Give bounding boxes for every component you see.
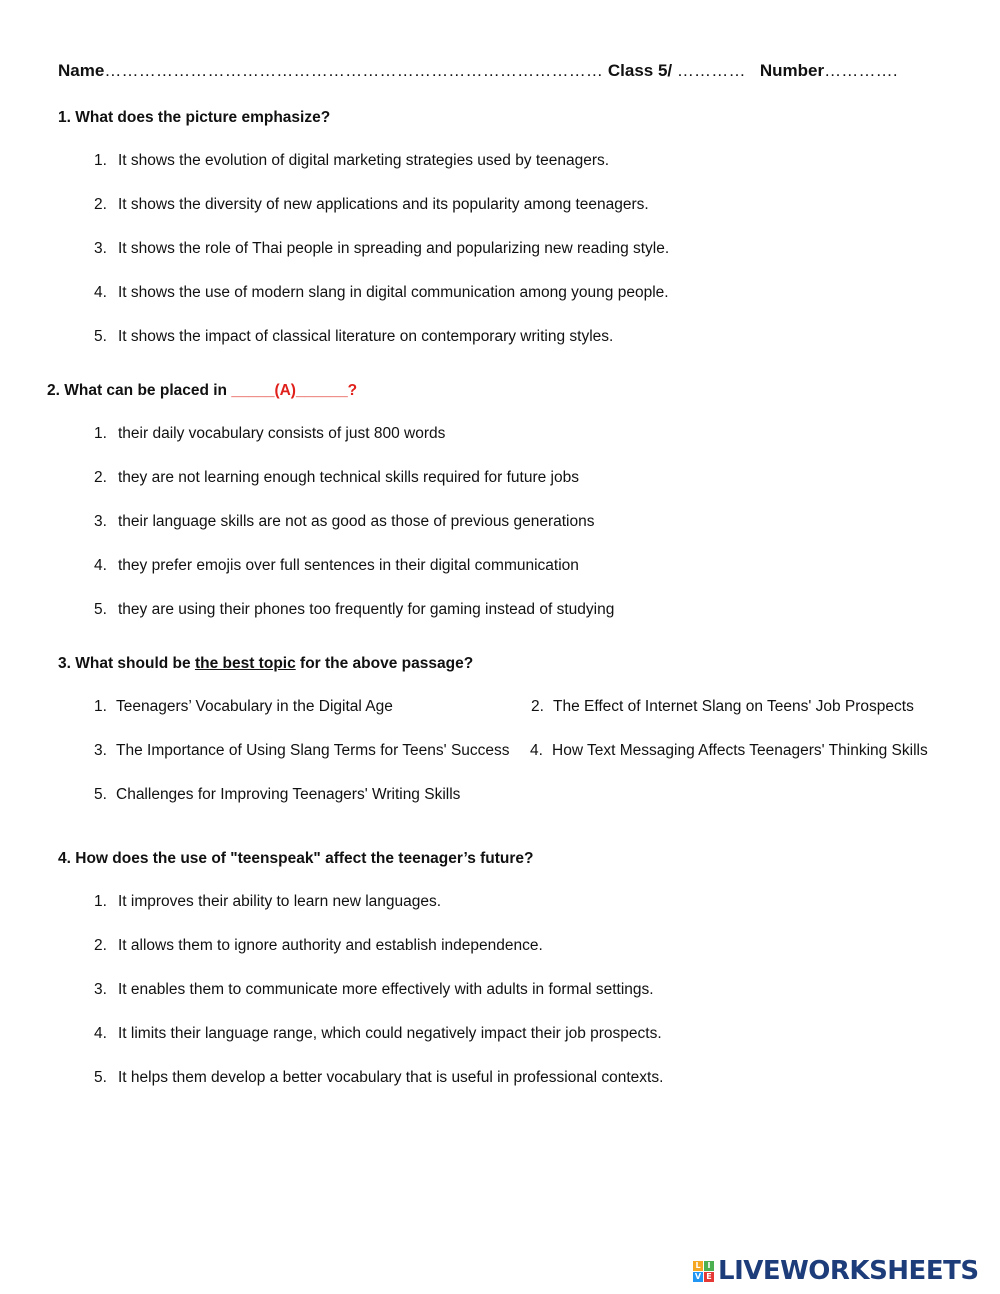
question-1-option-5[interactable]: 5. It shows the impact of classical literature on contemporary writing styles. [94, 328, 614, 345]
question-1-title: 1. What does the picture emphasize? [58, 109, 331, 126]
question-4-option-4[interactable]: 4. It limits their language range, which could negatively impact their job prospects. [94, 1025, 662, 1042]
question-3-option-5[interactable]: 5. Challenges for Improving Teenagers' Writing Skills [94, 786, 461, 803]
student-info-line [58, 61, 898, 81]
question-4-option-1[interactable]: 1. It improves their ability to learn new languages. [94, 893, 442, 910]
question-1-option-3[interactable]: 3. It shows the role of Thai people in spreading and popularizing new reading style. [94, 240, 670, 257]
liveworksheets-logo [693, 1256, 979, 1286]
question-4-option-3[interactable]: 3. It enables them to communicate more effectively with adults in formal settings. [94, 981, 654, 998]
question-1-option-2[interactable]: 2. It shows the diversity of new applications and its popularity among teenagers. [94, 196, 649, 213]
question-2-option-2[interactable]: 2. they are not learning enough technical skills required for future jobs [94, 469, 579, 486]
number-field[interactable]: …………. [824, 61, 898, 80]
question-3-option-2[interactable]: 2. The Effect of Internet Slang on Teens' Job Prospects [531, 698, 914, 715]
question-3-title: 3. What should be the best topic for the above passage? [58, 655, 474, 672]
liveworksheets-logo-text: LIVEWORKSHEETS [718, 1256, 979, 1286]
blank-a: _____(A)______? [231, 382, 358, 399]
question-1-option-1[interactable]: 1. It shows the evolution of digital marketing strategies used by teenagers. [94, 152, 610, 169]
question-2-title: 2. What can be placed in _____(A)______? [47, 382, 358, 399]
question-3-option-4[interactable]: 4. How Text Messaging Affects Teenagers' Thinking Skills [530, 742, 928, 759]
question-4-option-5[interactable]: 5. It helps them develop a better vocabulary that is useful in professional contexts. [94, 1069, 664, 1086]
class-label: Class 5/ [607, 61, 673, 80]
question-1-option-4[interactable]: 4. It shows the use of modern slang in digital communication among young people. [94, 284, 669, 301]
name-field[interactable]: …………………………………………………………………………… [104, 61, 604, 80]
liveworksheets-logo-icon: L I V E [693, 1261, 714, 1282]
question-3-option-1[interactable]: 1. Teenagers’ Vocabulary in the Digital Age [94, 698, 393, 715]
question-3-option-3[interactable]: 3. The Importance of Using Slang Terms for Teens' Success [94, 742, 510, 759]
question-4-title: 4. How does the use of "teenspeak" affect the teenager’s future? [58, 850, 534, 867]
question-2-option-1[interactable]: 1. their daily vocabulary consists of just 800 words [94, 425, 446, 442]
question-4-option-2[interactable]: 2. It allows them to ignore authority and establish independence. [94, 937, 543, 954]
question-2-option-3[interactable]: 3. their language skills are not as good as those of previous generations [94, 513, 595, 530]
number-label: Number [759, 61, 825, 80]
question-2-option-5[interactable]: 5. they are using their phones too frequently for gaming instead of studying [94, 601, 615, 618]
class-field[interactable]: ………… [676, 61, 746, 80]
question-2-option-4[interactable]: 4. they prefer emojis over full sentences in their digital communication [94, 557, 579, 574]
name-label: Name [58, 61, 105, 80]
